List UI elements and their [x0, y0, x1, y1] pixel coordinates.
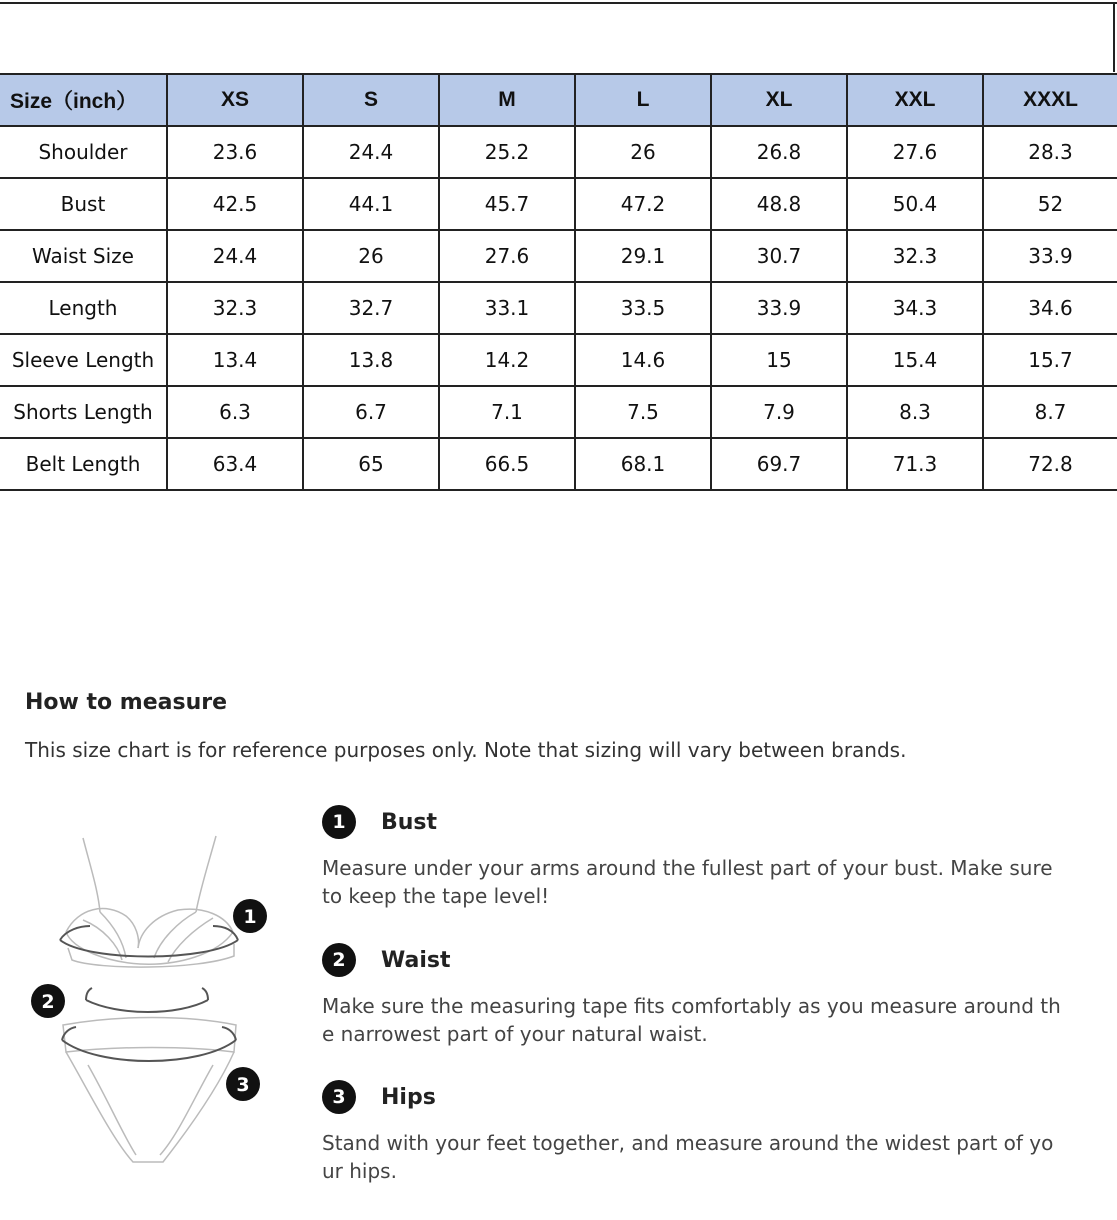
table-cell: 27.6	[439, 230, 575, 282]
step-title: Hips	[381, 1084, 436, 1110]
table-cell: 7.1	[439, 386, 575, 438]
table-row	[0, 386, 1117, 438]
step-hips	[322, 1079, 1082, 1185]
table-cell: 6.3	[167, 386, 303, 438]
row-label: Shoulder	[0, 126, 167, 178]
header-xs: XS	[167, 74, 303, 126]
step-title: Waist	[381, 947, 451, 973]
table-cell: 52	[983, 178, 1117, 230]
table-row	[0, 230, 1117, 282]
number-3-icon: 3	[322, 1080, 356, 1114]
row-label: Waist Size	[0, 230, 167, 282]
table-row	[0, 438, 1117, 490]
table-cell: 47.2	[575, 178, 711, 230]
table-cell: 24.4	[303, 126, 439, 178]
table-cell: 33.9	[711, 282, 847, 334]
table-row	[0, 334, 1117, 386]
row-label: Bust	[0, 178, 167, 230]
header-xl: XL	[711, 74, 847, 126]
right-border	[1113, 2, 1115, 72]
header-m: M	[439, 74, 575, 126]
table-cell: 45.7	[439, 178, 575, 230]
table-cell: 7.9	[711, 386, 847, 438]
table-cell: 15.7	[983, 334, 1117, 386]
number-2-icon: 2	[322, 943, 356, 977]
bikini-measure-icon	[28, 820, 278, 1180]
table-cell: 69.7	[711, 438, 847, 490]
table-cell: 33.9	[983, 230, 1117, 282]
header-xxxl: XXXL	[983, 74, 1117, 126]
table-cell: 44.1	[303, 178, 439, 230]
row-label: Sleeve Length	[0, 334, 167, 386]
table-cell: 34.3	[847, 282, 983, 334]
table-cell: 29.1	[575, 230, 711, 282]
svg-text:2: 2	[41, 991, 55, 1013]
table-cell: 25.2	[439, 126, 575, 178]
table-cell: 34.6	[983, 282, 1117, 334]
table-cell: 33.1	[439, 282, 575, 334]
how-to-measure-title: How to measure	[25, 690, 228, 715]
header-size-inch: Size（inch）	[0, 74, 167, 126]
table-cell: 6.7	[303, 386, 439, 438]
step-description: Make sure the measuring tape fits comfortably as you measure around the narrowest part of your natural waist.	[322, 994, 1061, 1046]
table-cell: 15.4	[847, 334, 983, 386]
table-cell: 32.7	[303, 282, 439, 334]
top-border	[0, 2, 1117, 4]
step-bust	[322, 804, 1082, 910]
table-cell: 63.4	[167, 438, 303, 490]
step-title: Bust	[381, 809, 438, 835]
table-cell: 30.7	[711, 230, 847, 282]
svg-text:1: 1	[243, 906, 257, 928]
table-row	[0, 282, 1117, 334]
header-xxl: XXL	[847, 74, 983, 126]
table-cell: 8.7	[983, 386, 1117, 438]
table-cell: 14.2	[439, 334, 575, 386]
step-description: Measure under your arms around the fullest part of your bust. Make sure to keep the tape level!	[322, 856, 1053, 908]
table-cell: 13.4	[167, 334, 303, 386]
svg-text:3: 3	[236, 1074, 250, 1096]
header-l: L	[575, 74, 711, 126]
step-waist	[322, 942, 1082, 1048]
row-label: Length	[0, 282, 167, 334]
header-s: S	[303, 74, 439, 126]
table-cell: 33.5	[575, 282, 711, 334]
table-cell: 26	[575, 126, 711, 178]
table-cell: 7.5	[575, 386, 711, 438]
size-chart-table	[0, 73, 1117, 491]
table-cell: 26	[303, 230, 439, 282]
table-cell: 48.8	[711, 178, 847, 230]
table-cell: 23.6	[167, 126, 303, 178]
table-cell: 28.3	[983, 126, 1117, 178]
table-cell: 8.3	[847, 386, 983, 438]
number-1-icon: 1	[322, 805, 356, 839]
table-row	[0, 178, 1117, 230]
reference-note: This size chart is for reference purposes only. Note that sizing will vary between brands.	[25, 738, 907, 762]
table-cell: 65	[303, 438, 439, 490]
table-row	[0, 126, 1117, 178]
table-cell: 68.1	[575, 438, 711, 490]
table-cell: 15	[711, 334, 847, 386]
table-cell: 24.4	[167, 230, 303, 282]
table-cell: 27.6	[847, 126, 983, 178]
table-cell: 66.5	[439, 438, 575, 490]
table-cell: 50.4	[847, 178, 983, 230]
table-cell: 13.8	[303, 334, 439, 386]
table-cell: 14.6	[575, 334, 711, 386]
table-header-row	[0, 74, 1117, 126]
step-description: Stand with your feet together, and measure around the widest part of your hips.	[322, 1131, 1054, 1183]
table-cell: 32.3	[847, 230, 983, 282]
table-cell: 42.5	[167, 178, 303, 230]
table-cell: 32.3	[167, 282, 303, 334]
table-cell: 71.3	[847, 438, 983, 490]
row-label: Shorts Length	[0, 386, 167, 438]
table-cell: 72.8	[983, 438, 1117, 490]
table-cell: 26.8	[711, 126, 847, 178]
row-label: Belt Length	[0, 438, 167, 490]
